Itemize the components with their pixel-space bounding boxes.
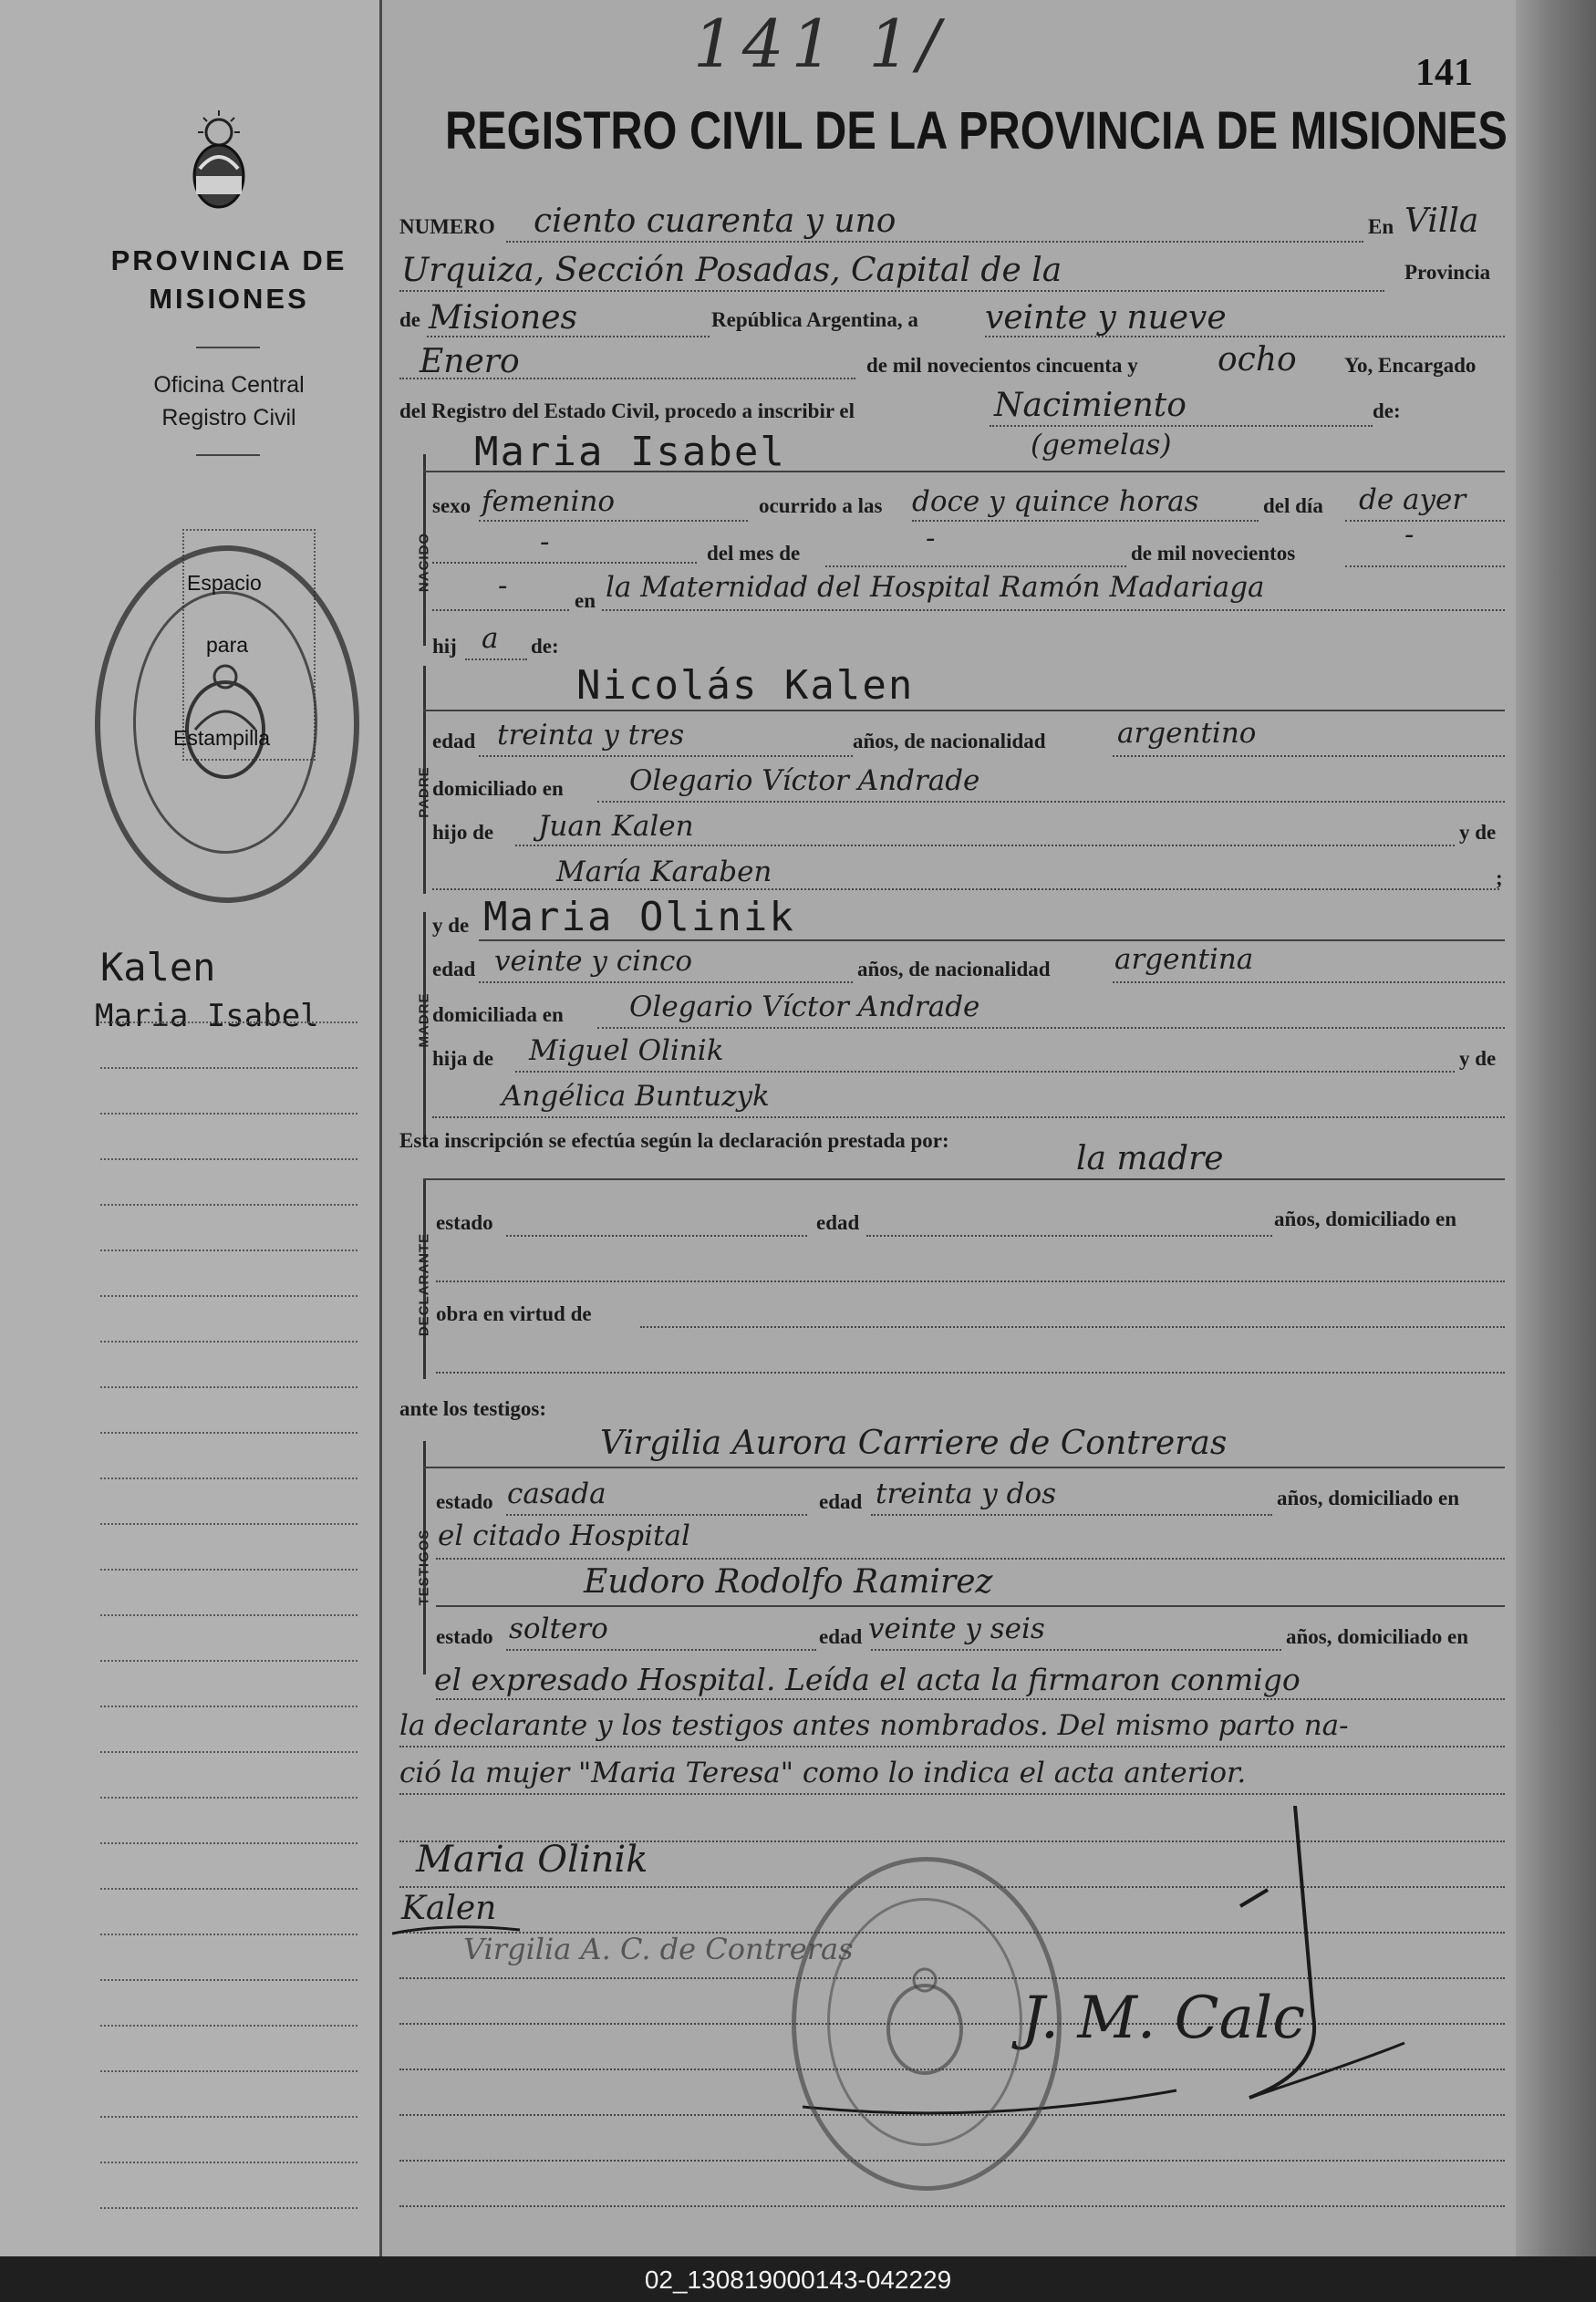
office-label-2: Registro Civil [161, 405, 296, 430]
sidebar-separator [196, 347, 260, 348]
stamped-page-number: 141 [1415, 52, 1473, 94]
margin-line [100, 1341, 358, 1343]
dash-4: - [498, 569, 508, 602]
year-label: de mil novecientos cincuenta y [866, 354, 1138, 377]
province-label-2: MISIONES [149, 283, 309, 315]
signature-mother: Maria Olinik [416, 1839, 648, 1881]
madre-name: Maria Olinik [483, 894, 795, 940]
signature-witness: Virgilia A. C. de Contreras [463, 1932, 854, 1966]
margin-line [100, 1250, 358, 1251]
yo-label: Yo, Encargado [1344, 354, 1477, 377]
left-margin-column [0, 0, 381, 2256]
page-title: REGISTRO CIVIL DE LA PROVINCIA DE MISIONES [445, 101, 1508, 161]
acto-value: Nacimiento [994, 387, 1187, 424]
footer-document-id: 02_130819000143-042229 [644, 2266, 952, 2294]
madre-padre: Miguel Olinik [529, 1034, 724, 1067]
registro-label: del Registro del Estado Civil, procedo a inscribir el [399, 399, 855, 422]
footer-bar [0, 2256, 1596, 2302]
madre-y-de-label-2: y de [1459, 1047, 1497, 1070]
dash-3: - [1404, 518, 1415, 551]
closing-line-1: el expresado Hospital. Leída el acta la firmaron conmigo [434, 1662, 1301, 1697]
margin-line [100, 1842, 358, 1844]
dia-value: de ayer [1359, 483, 1466, 516]
mes-label: del mes de [707, 542, 801, 565]
day-value: veinte y nueve [985, 299, 1227, 337]
testigo1-edad-label: edad [819, 1490, 863, 1513]
de2-label: de: [1373, 399, 1401, 422]
hij-de-label: de: [531, 635, 559, 658]
madre-edad: veinte y cinco [494, 945, 693, 978]
testigo1-dom: el citado Hospital [438, 1519, 690, 1552]
madre-dom: Olegario Víctor Andrade [629, 990, 980, 1023]
stamp-space-text-3: Estampilla [173, 726, 271, 750]
province-label-1: PROVINCIA DE [110, 244, 347, 276]
padre-y-de-label: y de [1459, 821, 1497, 844]
coat-of-arms-icon [187, 105, 251, 214]
office-label-1: Oficina Central [153, 372, 305, 398]
dash-2: - [926, 522, 936, 555]
ocurrido-label: ocurrido a las [759, 494, 883, 517]
declarante-side-label: DECLARANTE [416, 1232, 432, 1337]
sexo-label: sexo [432, 494, 472, 517]
sidebar-separator-2 [196, 454, 260, 456]
registry-seal-bottom [792, 1857, 1062, 2191]
testigo1-estado: casada [507, 1478, 606, 1510]
padre-edad: treinta y tres [497, 719, 685, 752]
testigos-side-label: TESTIGOS [416, 1529, 432, 1606]
padre-dom-label: domiciliado en [432, 777, 564, 800]
testigo1-name: Virgilia Aurora Carriere de Contreras [600, 1425, 1228, 1462]
margin-line [100, 2070, 358, 2072]
margin-line [100, 1751, 358, 1753]
padre-side-label: PADRE [416, 766, 432, 818]
margin-line [100, 1888, 358, 1890]
testigo1-edad: treinta y dos [876, 1478, 1057, 1510]
year-value: ocho [1218, 341, 1297, 378]
margin-line [100, 1204, 358, 1206]
closing-line-3: ció la mujer "Maria Teresa" como lo indica el acta anterior. [399, 1757, 1247, 1789]
madre-nac-label: años, de nacionalidad [857, 958, 1051, 980]
child-note: (gemelas) [1031, 429, 1172, 461]
hij-label: hij [432, 635, 457, 658]
hora-value: doce y quince horas [912, 485, 1199, 518]
month-value: Enero [420, 343, 520, 380]
padre-nac: argentino [1117, 717, 1257, 750]
sexo-value: femenino [482, 485, 616, 518]
margin-line [100, 1295, 358, 1297]
stamp-space-text-2: para [206, 633, 249, 657]
en-value: Villa [1404, 202, 1479, 240]
margin-line [100, 1067, 358, 1069]
mil-label: de mil novecientos [1131, 542, 1296, 565]
margin-line [100, 1797, 358, 1799]
margin-line [100, 2025, 358, 2027]
margin-line [100, 2162, 358, 2163]
hij-value: a [482, 622, 499, 655]
margin-line [100, 1569, 358, 1571]
margin-line [100, 1113, 358, 1115]
margin-line [100, 1979, 358, 1981]
testigo2-name: Eudoro Rodolfo Ramirez [584, 1563, 993, 1601]
obra-label: obra en virtud de [436, 1302, 592, 1325]
margin-line [100, 1706, 358, 1707]
testigo2-estado-label: estado [436, 1625, 493, 1648]
signature-father: Kalen [401, 1890, 497, 1927]
testigo1-dom-label: años, domiciliado en [1277, 1487, 1460, 1509]
en-label: En [1368, 215, 1394, 238]
madre-y-de-label: y de [432, 914, 470, 937]
margin-surname: Kalen [100, 945, 216, 990]
margin-line [100, 1614, 358, 1616]
madre-side-label: MADRE [416, 992, 432, 1048]
de-value: Misiones [429, 299, 578, 337]
handwritten-page-number: 141 1/ [693, 5, 948, 82]
padre-nac-label: años, de nacionalidad [853, 730, 1046, 752]
nacido-side-label: NACIDO [416, 532, 432, 593]
margin-given-name: Maria Isabel [95, 998, 319, 1034]
madre-madre: Angélica Buntuzyk [502, 1080, 770, 1113]
testigo2-dom-label: años, domiciliado en [1286, 1625, 1469, 1648]
declarante-dom-label: años, domiciliado en [1274, 1208, 1457, 1230]
registry-seal [95, 545, 359, 903]
padre-dom: Olegario Víctor Andrade [629, 764, 980, 797]
declarante-value: la madre [1076, 1140, 1224, 1177]
semicolon: ; [1496, 866, 1503, 889]
provincia-label: Provincia [1404, 261, 1491, 284]
testigos-label: ante los testigos: [399, 1397, 546, 1420]
padre-madre: María Karaben [556, 855, 772, 888]
margin-line [100, 2116, 358, 2118]
madre-nac: argentina [1114, 943, 1254, 976]
signature-line [399, 2205, 1505, 2207]
margin-line [100, 1660, 358, 1662]
page-edge-shadow [1516, 0, 1596, 2256]
madre-dom-label: domiciliada en [432, 1003, 564, 1026]
margin-line [100, 1523, 358, 1525]
testigo1-estado-label: estado [436, 1490, 493, 1513]
margin-line [100, 1478, 358, 1479]
lugar-value: la Maternidad del Hospital Ramón Madariaga [606, 571, 1265, 604]
declarante-edad-label: edad [816, 1211, 860, 1234]
del-dia-label: del día [1263, 494, 1323, 517]
hija-de-label: hija de [432, 1047, 494, 1070]
inscripcion-label: Esta inscripción se efectúa según la declaración prestada por: [399, 1129, 949, 1152]
declarante-estado-label: estado [436, 1211, 493, 1234]
margin-line [100, 1934, 358, 1935]
padre-padre: Juan Kalen [538, 810, 694, 843]
child-name: Maria Isabel [474, 429, 786, 475]
testigo2-estado: soltero [509, 1612, 608, 1645]
margin-line [100, 1021, 358, 1023]
testigo2-edad-label: edad [819, 1625, 863, 1648]
closing-line-2: la declarante y los testigos antes nombrados. Del mismo parto na- [399, 1709, 1349, 1742]
place-value: Urquiza, Sección Posadas, Capital de la [401, 252, 1062, 289]
margin-line [100, 1158, 358, 1160]
numero-value: ciento cuarenta y uno [534, 202, 896, 240]
republica-label: República Argentina, a [711, 308, 918, 331]
dash-1: - [540, 525, 550, 558]
margin-line [100, 2207, 358, 2209]
en2-label: en [575, 589, 596, 612]
hijo-de-label: hijo de [432, 821, 494, 844]
numero-label: NUMERO [399, 215, 495, 238]
margin-line [100, 1386, 358, 1388]
padre-edad-label: edad [432, 730, 476, 752]
margin-line [100, 1432, 358, 1434]
stamp-space-text-1: Espacio [187, 571, 262, 595]
padre-name: Nicolás Kalen [576, 662, 915, 709]
testigo2-edad: veinte y seis [868, 1612, 1045, 1645]
signature-officer: J. M. Calc [1021, 1985, 1306, 2052]
madre-edad-label: edad [432, 958, 476, 980]
column-divider [379, 0, 382, 2256]
de-label: de [399, 308, 420, 331]
